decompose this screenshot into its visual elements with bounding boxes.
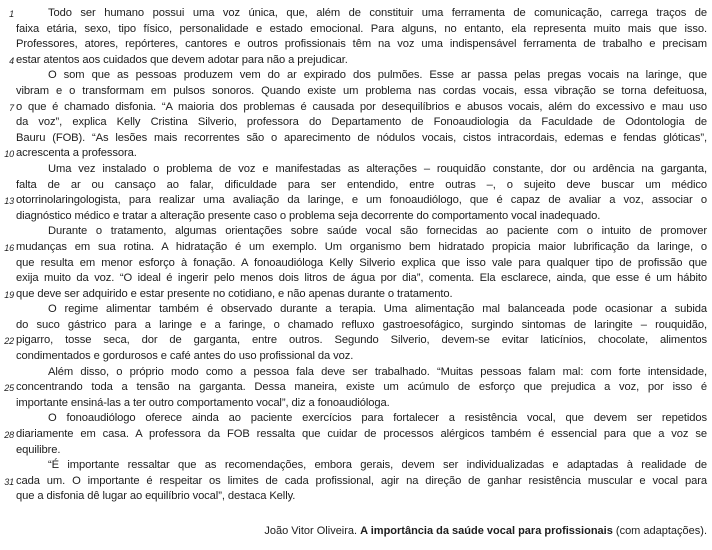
line-text: O som que as pessoas produzem vem do ar expirado dos pulmões. Esse ar passa pelas pregas vocais na laringe, que bbox=[48, 69, 707, 82]
line-text: equilibre. bbox=[16, 443, 61, 456]
line-number: 13 bbox=[4, 196, 14, 207]
line-text: Todo ser humano possui uma voz única, que, além de constituir uma ferramenta de comunicação, carrega traços de bbox=[48, 7, 707, 19]
line-text: otorrinolaringologista, para realizar uma avaliação da laringe, e um fonoaudiólogo, que é capaz de avaliar a voz, associar o bbox=[16, 194, 707, 207]
line-text: importante ensiná-las a ter outro comportamento vocal”, diz a fonoaudióloga. bbox=[16, 396, 390, 409]
line-number: 16 bbox=[4, 242, 14, 253]
text-line bbox=[0, 115, 712, 131]
text-line bbox=[0, 396, 712, 412]
line-text: o que é chamado disfonia. “A maioria dos problemas é causada por desequilíbrios e abusos vocais, além do excessivo e mau uso bbox=[16, 100, 707, 113]
text-line bbox=[0, 474, 712, 490]
line-text: concentrando toda a tensão na garganta. Dessa maneira, existe um acúmulo de esforço que prejudica a voz, por isso é bbox=[16, 381, 707, 394]
text-line bbox=[0, 193, 712, 209]
line-text: condimentados e gordurosos e café antes do uso profissional da voz. bbox=[16, 350, 354, 363]
line-text: pigarro, tosse seca, dor de garganta, entre outros. Segundo Silverio, devem-se evitar laticínios, chocolate, alimentos bbox=[16, 334, 707, 347]
text-line bbox=[0, 318, 712, 334]
line-text: que deve ser adquirido e estar presente no cotidiano, e não apenas durante o tratamento. bbox=[16, 287, 453, 300]
attribution-note: (com adaptações). bbox=[612, 525, 707, 537]
text-line bbox=[0, 162, 712, 178]
line-number: 31 bbox=[4, 476, 14, 487]
line-text: que resulta em menor esforço à fonação. A fonoaudióloga Kelly Silverio explica que isso vale para qualquer tipo de profissão que bbox=[16, 256, 707, 269]
text-line bbox=[0, 333, 712, 349]
line-text: estar atentos aos cuidados que devem adotar para não a prejudicar. bbox=[16, 53, 348, 66]
text-line bbox=[0, 178, 712, 194]
text-line bbox=[0, 287, 712, 303]
line-number: 1 bbox=[9, 9, 14, 19]
line-number: 19 bbox=[4, 289, 14, 300]
text-line bbox=[0, 209, 712, 225]
text-body bbox=[0, 6, 712, 505]
line-text: Bauru (FOB). “As lesões mais recorrentes são o aparecimento de nódulos vocais, cistos intracordais, edemas e fendas glóticas”, bbox=[16, 131, 707, 144]
line-text: faixa etária, sexo, tipo físico, personalidade e estado emocional. Para alguns, no entanto, ela representa muito mais que isso. bbox=[16, 22, 707, 35]
line-text: Uma vez instalado o problema de voz e manifestadas as alterações – rouquidão constante, dor ou ardência na garganta, bbox=[48, 162, 707, 175]
text-line bbox=[0, 68, 712, 84]
attribution-title: A importância da saúde vocal para profissionais bbox=[360, 525, 613, 537]
text-line bbox=[0, 240, 712, 256]
line-text: O fonoaudiólogo oferece ainda ao paciente exercícios para fortalecer a resistência vocal, que devem ser repetidos bbox=[48, 412, 707, 425]
text-line bbox=[0, 146, 712, 162]
text-line bbox=[0, 427, 712, 443]
line-number: 22 bbox=[4, 336, 14, 347]
text-line bbox=[0, 84, 712, 100]
text-line bbox=[0, 458, 712, 474]
line-text: diagnóstico médico e tratar a alteração presente caso o problema seja decorrente do comportamento vocal inadequado. bbox=[16, 209, 601, 222]
line-text: vibram e o transformam em pulsos sonoros. Quando existe um problema nas cordas vocais, essa vibração se torna defeituosa, bbox=[16, 84, 707, 97]
text-line bbox=[0, 6, 712, 22]
text-line bbox=[0, 53, 712, 69]
line-number: 10 bbox=[4, 149, 14, 160]
text-line bbox=[0, 489, 712, 505]
line-text: “É importante ressaltar que as recomendações, embora gerais, devem ser individualizadas e adaptadas à realidade de bbox=[48, 459, 707, 472]
text-line bbox=[0, 37, 712, 53]
text-line bbox=[0, 271, 712, 287]
line-text: do suco gástrico para a laringe e a faringe, o chamado refluxo gastroesofágico, surgindo sintomas de laringite – rouquidão, bbox=[16, 318, 707, 331]
text-line bbox=[0, 380, 712, 396]
source-attribution bbox=[0, 524, 712, 538]
line-text: acrescenta a professora. bbox=[16, 147, 137, 160]
line-text: da voz”, explica Kelly Cristina Silverio, professora do Departamento de Fonoaudiologia da Faculdade de Odontologia de bbox=[16, 116, 707, 129]
line-text: Além disso, o próprio modo como a pessoa fala deve ser trabalhado. “Muitas pessoas falam mal: com forte intensidade, bbox=[48, 365, 707, 378]
line-number: 28 bbox=[4, 430, 14, 441]
line-number: 7 bbox=[9, 102, 14, 113]
text-line bbox=[0, 365, 712, 381]
line-text: Professores, atores, repórteres, cantores e outros profissionais têm na voz uma indispensável ferramenta de trabalho e precisam bbox=[16, 38, 707, 51]
text-line bbox=[0, 22, 712, 38]
line-text: mudanças em sua rotina. A hidratação é um exemplo. Um organismo bem hidratado propicia maior lubrificação da laringe, o bbox=[16, 240, 707, 253]
line-text: cada um. O importante é respeitar os limites de cada profissional, agir na direção de ganhar resistência muscular e vocal para bbox=[16, 474, 707, 487]
line-text: diariamente em casa. A professora da FOB ressalta que cuidar de processos alérgicos também é essencial para que a voz se bbox=[16, 428, 707, 441]
attribution-author: João Vitor Oliveira. bbox=[264, 525, 361, 537]
text-line bbox=[0, 443, 712, 459]
text-line bbox=[0, 256, 712, 272]
text-line bbox=[0, 224, 712, 240]
line-text: exija muito da voz. “O ideal é ingerir pelo menos dois litros de água por dia”, comenta. Ela esclarece, ainda, que esse é um hábito bbox=[16, 272, 707, 285]
line-text: que a disfonia dê lugar ao equilíbrio vocal”, destaca Kelly. bbox=[16, 490, 296, 503]
text-line bbox=[0, 411, 712, 427]
text-line bbox=[0, 349, 712, 365]
line-text: O regime alimentar também é observado durante a terapia. Uma alimentação mal balanceada pode ocasionar a subida bbox=[48, 303, 707, 316]
text-line bbox=[0, 100, 712, 116]
line-text: falta de ar ou cansaço ao falar, dificuldade para ser entendido, entre outras –, o sujeito deve buscar um médico bbox=[16, 178, 707, 191]
line-number: 4 bbox=[9, 55, 14, 66]
text-line bbox=[0, 131, 712, 147]
line-text: Durante o tratamento, algumas orientações sobre saúde vocal são fornecidas ao paciente com o intuito de promover bbox=[48, 225, 707, 238]
text-line bbox=[0, 302, 712, 318]
line-number: 25 bbox=[4, 383, 14, 394]
